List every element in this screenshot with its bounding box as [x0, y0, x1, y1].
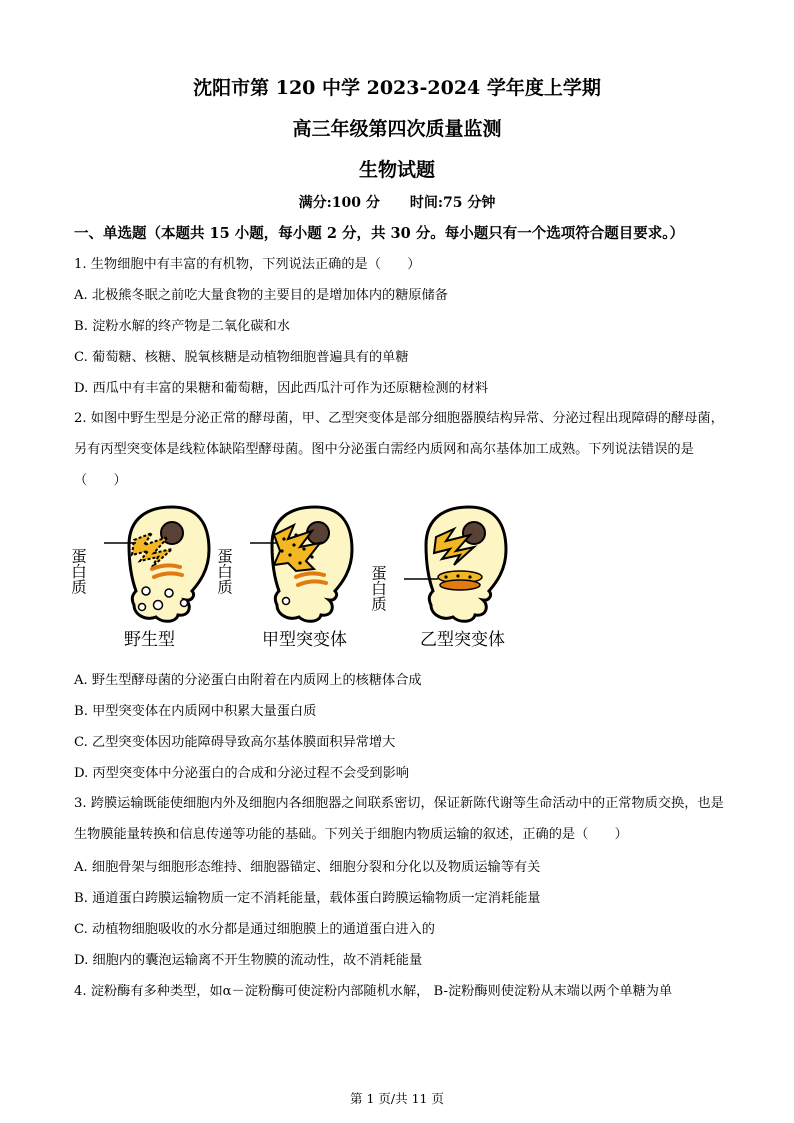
q1-option-a: A. 北极熊冬眠之前吃大量食物的主要目的是增加体内的糖原储备 [74, 288, 448, 303]
protein-label-2: 蛋白质 [215, 548, 233, 595]
protein-label-1: 蛋白质 [69, 548, 87, 595]
type-a-mutant-cell [250, 507, 352, 621]
q2-option-c: C. 乙型突变体因功能障碍导致高尔基体膜面积异常增大 [74, 735, 396, 750]
q2-option-b: B. 甲型突变体在内质网中积累大量蛋白质 [74, 704, 317, 719]
type-b-mutant-cell [404, 507, 506, 621]
q3-option-d: D. 细胞内的囊泡运输离不开生物膜的流动性，故不消耗能量 [74, 953, 423, 968]
q1-stem: 1. 生物细胞中有丰富的有机物，下列说法正确的是（ ） [74, 257, 421, 272]
q4-stem: 4. 淀粉酶有多种类型，如α－淀粉酶可使淀粉内部随机水解， B-淀粉酶则使淀粉从末端以两个单糖为单 [74, 984, 673, 999]
caption-type-b: 乙型突变体 [420, 630, 505, 650]
page-footer: 第 1 页/共 11 页 [350, 1091, 444, 1106]
subject-title: 生物试题 [358, 159, 435, 181]
full-score: 满分:100 分 [298, 195, 380, 211]
q2-option-d: D. 丙型突变体中分泌蛋白的合成和分泌过程不会受到影响 [74, 766, 409, 781]
wild-type-cell [104, 507, 209, 621]
yeast-cell-figure [69, 505, 534, 655]
q3-stem: 3. 跨膜运输既能使细胞内外及细胞内各细胞器之间联系密切，保证新陈代谢等生命活动中的正常物质交换，也是生物膜能量转换和信息传递等功能的基础。下列关于细胞内物质运输的叙述，正确的是（ ） [74, 796, 724, 842]
q1-option-b: B. 淀粉水解的终产物是二氧化碳和水 [74, 319, 290, 334]
school-title: 沈阳市第 120 中学 2023-2024 学年度上学期 [193, 77, 601, 99]
exam-title: 高三年级第四次质量监测 [292, 118, 502, 140]
time-limit: 时间:75 分钟 [409, 195, 496, 211]
caption-wild-type: 野生型 [124, 630, 175, 650]
q3-option-a: A. 细胞骨架与细胞形态维持、细胞器锚定、细胞分裂和分化以及物质运输等有关 [74, 860, 541, 875]
exam-info [0, 192, 794, 212]
q1-option-d: D. 西瓜中有丰富的果糖和葡萄糖，因此西瓜汁可作为还原糖检测的材料 [74, 381, 489, 396]
q2-option-a: A. 野生型酵母菌的分泌蛋白由附着在内质网上的核糖体合成 [74, 673, 422, 688]
protein-label-3: 蛋白质 [369, 565, 387, 612]
q2-stem: 2. 如图中野生型是分泌正常的酵母菌，甲、乙型突变体是部分细胞器膜结构异常、分泌过程出现障碍的酵母菌，另有丙型突变体是线粒体缺陷型酵母菌。图中分泌蛋白需经内质网和高尔基体加工成熟。下列说法错误的是（ ） [74, 411, 724, 488]
q1-option-c: C. 葡萄糖、核糖、脱氧核糖是动植物细胞普遍具有的单糖 [74, 350, 409, 365]
q3-option-b: B. 通道蛋白跨膜运输物质一定不消耗能量，载体蛋白跨膜运输物质一定消耗能量 [74, 891, 541, 906]
section-heading: 一、单选题（本题共 15 小题，每小题 2 分，共 30 分。每小题只有一个选项符合题目要求。） [74, 225, 684, 242]
caption-type-a: 甲型突变体 [262, 630, 347, 650]
q3-option-c: C. 动植物细胞吸收的水分都是通过细胞膜上的通道蛋白进入的 [74, 922, 435, 937]
